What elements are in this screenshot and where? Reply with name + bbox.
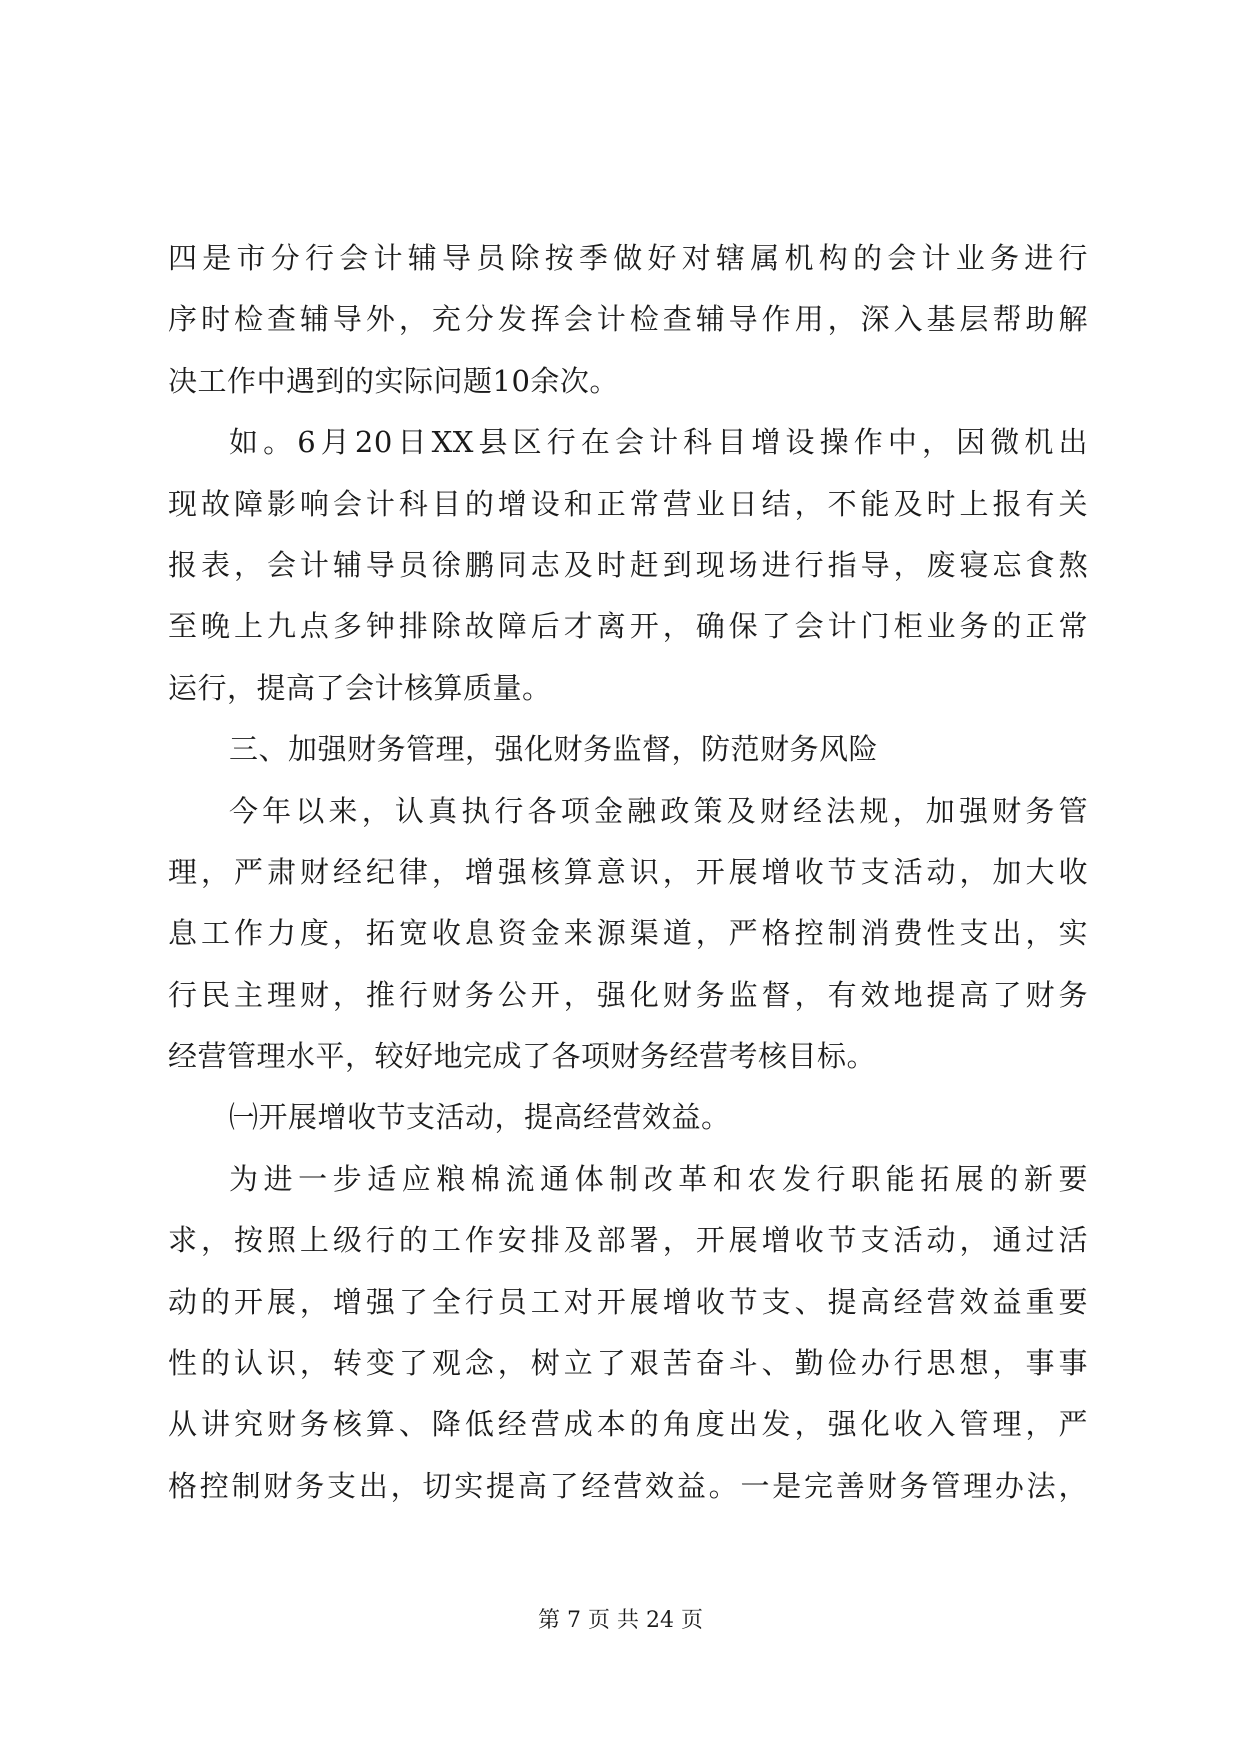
text-line: 求，按照上级行的工作安排及部署，开展增收节支活动，通过活	[168, 1223, 1088, 1258]
text-line: 性的认识，转变了观念，树立了艰苦奋斗、勤俭办行思想，事事	[168, 1346, 1088, 1381]
text-line: 决工作中遇到的实际问题10余次。	[168, 363, 619, 398]
text-line: 动的开展，增强了全行员工对开展增收节支、提高经营效益重要	[168, 1284, 1088, 1319]
text-line: 四是市分行会计辅导员除按季做好对辖属机构的会计业务进行	[168, 241, 1088, 275]
text-line: 报表，会计辅导员徐鹏同志及时赶到现场进行指导，废寝忘食熬	[168, 547, 1088, 582]
text-line: 三、加强财务管理，强化财务监督，防范财务风险	[229, 732, 879, 767]
text-line: 今年以来，认真执行各项金融政策及财经法规，加强财务管	[229, 793, 1088, 828]
text-line: 行民主理财，推行财务公开，强化财务监督，有效地提高了财务	[168, 977, 1088, 1012]
text-line: 为进一步适应粮棉流通体制改革和农发行职能拓展的新要	[229, 1161, 1088, 1196]
text-line: 如。6月20日XX县区行在会计科目增设操作中，因微机出	[229, 425, 1088, 460]
document-body	[168, 228, 1088, 1517]
text-line: 经营管理水平，较好地完成了各项财务经营考核目标。	[168, 1039, 877, 1074]
text-line: 格控制财务支出，切实提高了经营效益。一是完善财务管理办法，	[168, 1468, 1088, 1503]
text-line: 现故障影响会计科目的增设和正常营业日结，不能及时上报有关	[168, 486, 1088, 521]
text-line: ㈠开展增收节支活动，提高经营效益。	[229, 1100, 731, 1135]
text-line: 序时检查辅导外，充分发挥会计检查辅导作用，深入基层帮助解	[168, 302, 1088, 337]
text-line: 从讲究财务核算、降低经营成本的角度出发，强化收入管理，严	[168, 1407, 1088, 1442]
page-footer: 第 7 页 共 24 页	[538, 1608, 703, 1633]
text-line: 运行，提高了会计核算质量。	[168, 670, 552, 705]
text-line: 至晚上九点多钟排除故障后才离开，确保了会计门柜业务的正常	[168, 609, 1088, 644]
text-line: 理，严肃财经纪律，增强核算意识，开展增收节支活动，加大收	[168, 854, 1088, 889]
text-line: 息工作力度，拓宽收息资金来源渠道，严格控制消费性支出，实	[168, 916, 1088, 951]
